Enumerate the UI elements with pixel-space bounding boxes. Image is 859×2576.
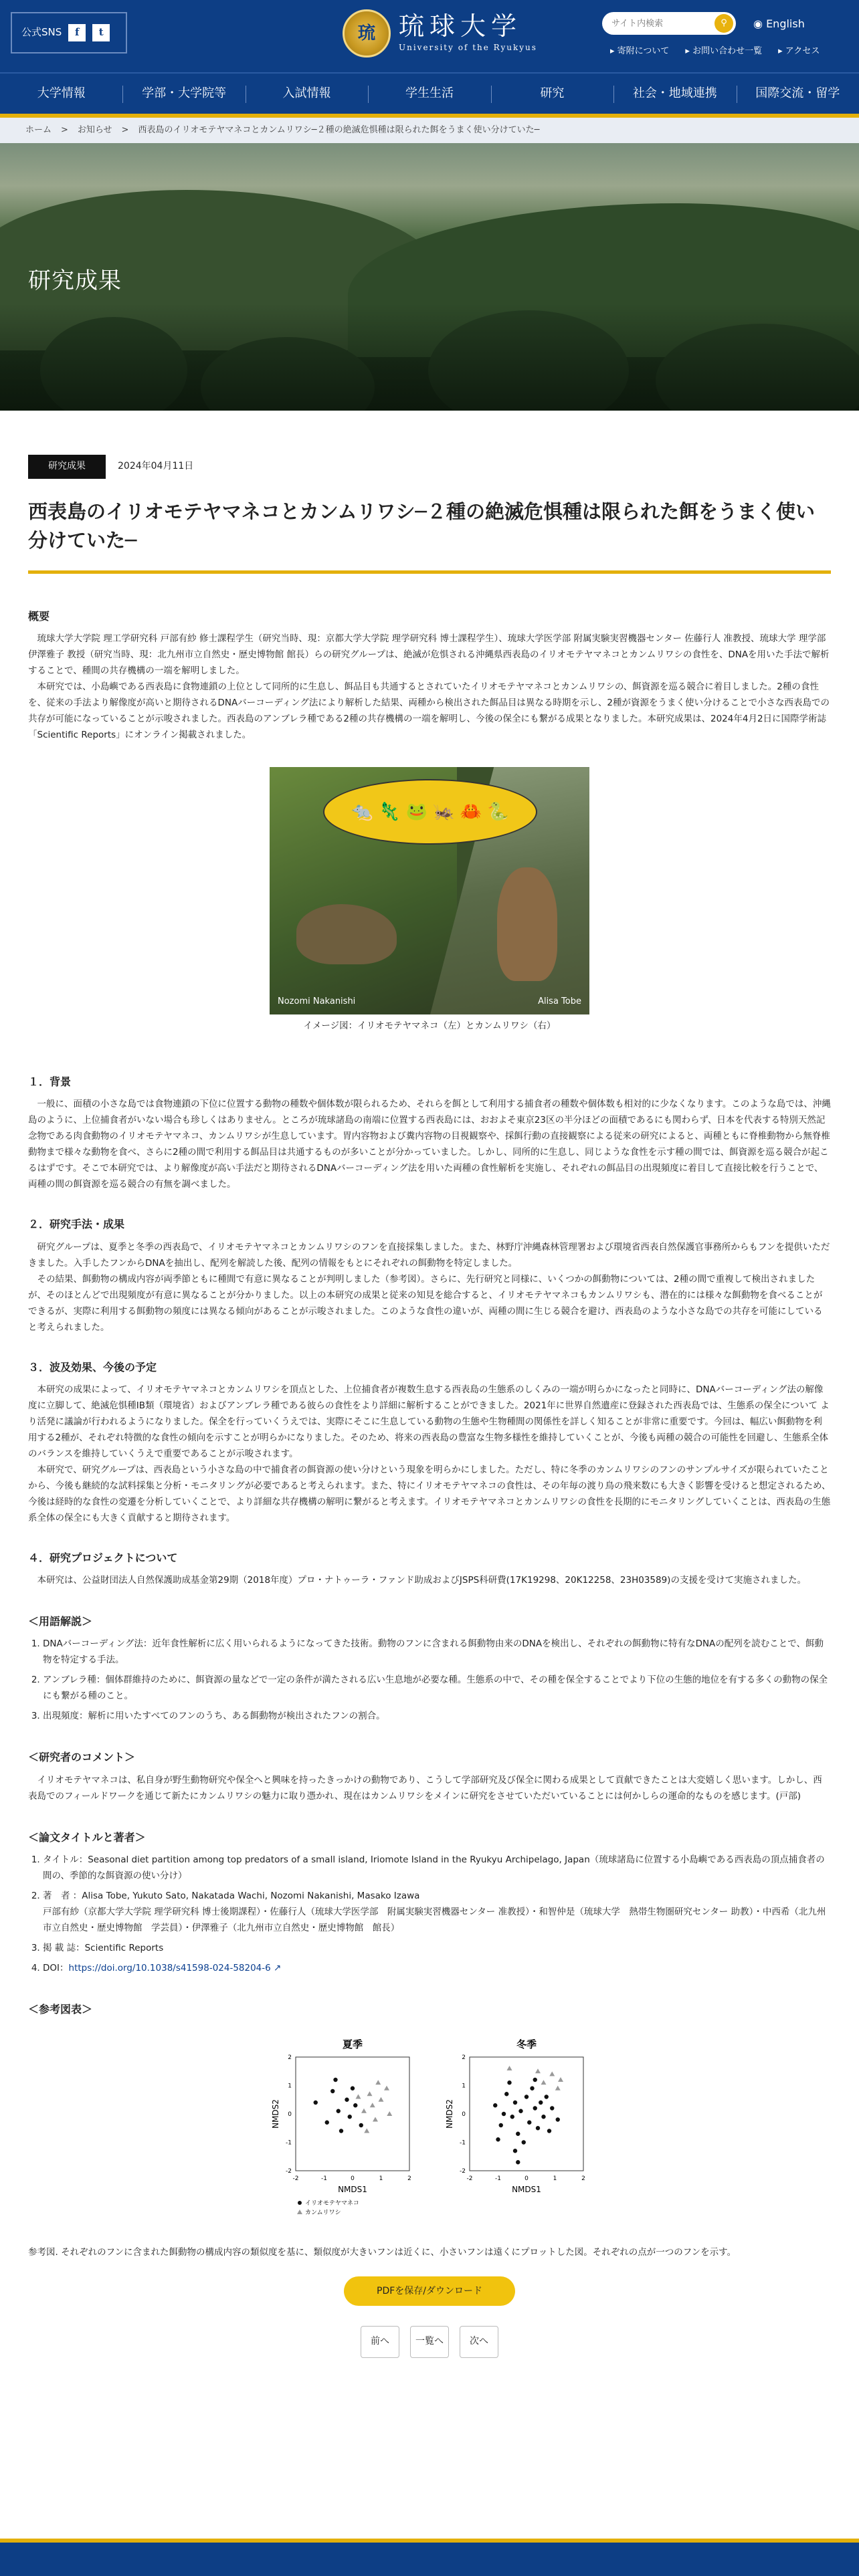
data-point-eagle	[367, 2091, 373, 2096]
data-point-cat	[533, 2078, 537, 2082]
data-point-cat	[516, 2132, 520, 2136]
data-point-cat	[522, 2140, 526, 2144]
y-tick-label: 1	[288, 2082, 292, 2090]
external-link-icon: ↗	[274, 1962, 282, 1973]
illustration-figure	[270, 767, 589, 1014]
section-heading: ３．波及効果、今後の予定	[28, 1360, 157, 1374]
photo-credit: Alisa Tobe	[538, 996, 581, 1006]
data-point-eagle	[549, 2072, 555, 2076]
paragraph: 本研究では、小島嶼である西表島に食物連鎖の上位として同所的に生息し、餌品目も共通するとされていたイリオモテヤマネコとカンムリワシの、餌資源を巡る競合に着目しました。2種の食性を、従来の手法より解像度が高いと期待されるDNAバーコーディング法により解析した結果、両種から検出された餌品目は異なる時期を示し、2種が資源をうまく使い分けることで小さな西表島での共存が可能になっていることが示唆されました。西表島のアンブレラ種である2種の共存機構の一端を解明し、今後の保全にも繋がる成果となりました。本研究成果は、2024年4月2日に国際学術誌「Scientific Reports」にオンライン掲載されました。	[28, 681, 830, 741]
site-logo[interactable]	[343, 9, 537, 58]
section-heading: ＜論文タイトルと著者＞	[28, 1830, 146, 1844]
x-tick-label: -1	[495, 2175, 501, 2183]
data-point-cat	[545, 2095, 549, 2099]
nav-item-university[interactable]: 大学情報	[37, 86, 86, 100]
data-point-eagle	[373, 2117, 378, 2122]
x-tick-label: 0	[524, 2175, 529, 2183]
doi-label: DOI：	[43, 1962, 69, 1973]
data-point-cat	[507, 2080, 511, 2084]
data-point-eagle	[370, 2103, 375, 2107]
university-emblem-icon: 琉	[343, 9, 391, 58]
paragraph: 本研究は、公益財団法人自然保護助成基金第29期（2018年度）プロ・ナトゥーラ・ファンド助成およびJSPS科研費(17K19298、20K12258、23H03589)の支援を受けて実施されました。	[37, 1575, 806, 1586]
section-heading: ＜用語解説＞	[28, 1615, 93, 1628]
article-title: 西表島のイリオモテヤマネコとカンムリワシ─２種の絶滅危惧種は限られた餌をうまく使い分けていた─	[28, 498, 831, 574]
legend-marker-eagle	[297, 2210, 302, 2214]
breadcrumb-separator: >	[61, 124, 68, 135]
crested-serpent-eagle-image	[497, 867, 557, 981]
hero-banner	[0, 143, 859, 411]
nav-item-community[interactable]: 社会・地域連携	[613, 74, 736, 114]
y-tick-label: -2	[460, 2168, 466, 2175]
data-point-cat	[325, 2121, 329, 2125]
chart-title: 夏季	[342, 2038, 363, 2051]
breadcrumb-separator: >	[121, 124, 129, 135]
list-item: 3. 出現頻度：解析に用いたすべてのフンのうち、ある餌動物が検出されたフンの割合。	[43, 1708, 831, 1724]
x-tick-label: -2	[292, 2175, 299, 2183]
util-link-contact[interactable]: ▸ お問い合わせ一覧	[685, 46, 763, 56]
nav-item-faculties[interactable]: 学部・大学院等	[122, 74, 245, 114]
nav-item-admission[interactable]: 入試情報	[246, 74, 368, 114]
data-point-cat	[345, 2098, 349, 2102]
util-link-label: アクセス	[785, 46, 820, 56]
x-tick-label: 1	[553, 2175, 557, 2183]
data-point-cat	[353, 2103, 357, 2107]
plot-frame	[470, 2057, 583, 2171]
section-heading: １．背景	[28, 1075, 72, 1089]
data-point-eagle	[384, 2086, 389, 2090]
y-tick-label: 1	[462, 2082, 466, 2090]
util-link-label: 寄附について	[617, 46, 670, 56]
y-tick-label: -2	[286, 2168, 292, 2175]
plot-frame	[296, 2057, 409, 2171]
data-point-cat	[513, 2149, 517, 2153]
pagination	[28, 2326, 831, 2358]
y-tick-label: 0	[288, 2111, 292, 2119]
section-heading: ＜研究者のコメント＞	[28, 1751, 136, 1764]
data-point-eagle	[555, 2086, 561, 2090]
header	[0, 0, 859, 72]
data-point-eagle	[375, 2080, 381, 2084]
breadcrumb	[0, 118, 859, 143]
breadcrumb-current: 西表島のイリオモテヤマネコとカンムリワシ─２種の絶滅危惧種は限られた餌をうまく使い分けていた─	[138, 124, 540, 135]
category-badge: 研究成果	[28, 455, 106, 479]
footer	[0, 2539, 859, 2576]
legend-label: イリオモテヤマネコ	[305, 2200, 359, 2208]
data-point-eagle	[356, 2095, 361, 2099]
reference-charts	[28, 2034, 831, 2235]
data-point-cat	[314, 2101, 318, 2105]
data-point-eagle	[541, 2080, 547, 2084]
nav-item-research[interactable]: 研究	[491, 74, 613, 114]
data-point-eagle	[361, 2109, 367, 2113]
y-tick-label: 2	[288, 2054, 292, 2062]
x-axis-label: NMDS1	[338, 2185, 367, 2195]
x-tick-label: 2	[581, 2175, 585, 2183]
site-title-en: University of the Ryukyus	[399, 42, 537, 52]
publish-date: 2024年04月11日	[118, 461, 194, 471]
breadcrumb-news[interactable]: お知らせ	[77, 124, 112, 135]
twitter-icon[interactable]: t	[92, 24, 110, 41]
english-link[interactable]	[753, 15, 805, 33]
nmds-winter-chart	[443, 2034, 590, 2235]
sns-label: 公式SNS	[21, 26, 62, 39]
data-point-cat	[550, 2106, 554, 2110]
x-tick-label: 0	[351, 2175, 355, 2183]
data-point-cat	[530, 2086, 534, 2090]
paragraph: イリオモテヤマネコは、私自身が野生動物研究や保全へと興味を持ったきっかけの動物であり、こうして学部研究及び保全に関わる成果として貢献できたことは大変嬉しく思います。しかし、西表島でのフィールドワークを通じて新たにカンムリワシの魅力に取り憑かれ、現在はカンムリワシをメインに研究をさせていただいていることには何かしらの運命的なものを感じます。(戸部)	[28, 1774, 822, 1802]
data-point-cat	[533, 2106, 537, 2110]
article	[0, 411, 859, 2358]
data-point-eagle	[379, 2097, 384, 2102]
data-point-cat	[516, 2160, 520, 2164]
globe-icon: ◉	[753, 17, 763, 30]
util-link-access[interactable]: ▸ アクセス	[778, 46, 820, 56]
y-tick-label: 0	[462, 2111, 466, 2119]
data-point-cat	[547, 2129, 551, 2133]
data-point-cat	[539, 2101, 543, 2105]
data-point-cat	[536, 2126, 540, 2130]
section-heading: ２．研究手法・成果	[28, 1218, 125, 1231]
paragraph: その結果、餌動物の構成内容が両季節ともに種間で有意に異なることが判明しました（参考図）。さらに、先行研究と同様に、いくつかの餌動物については、2種の間で重複して検出されましたが、そのほとんどで出現頻度が有意に異なることが分かりました。以上の本研究の成果と従来の知見を総合すると、イリオモテヤマネコもカンムリワシも、潜在的には様々な餌動物を食べることができるが、実際に利用する餌動物の頻度には異なる傾向があることが示唆されました。このような食性の違いが、両種の間に生じる競合を避け、西表島のような小さな島での共存を可能にしていると考えられました。	[28, 1273, 823, 1333]
prey-bubble: 🐀 🦎 🐸 🦗 🦀 🐍	[323, 779, 537, 845]
english-label: English	[766, 17, 805, 30]
search-box	[602, 12, 736, 35]
list-item: 3. 掲 載 誌：Scientific Reports	[43, 1940, 831, 1956]
data-point-cat	[541, 2115, 545, 2119]
data-point-eagle	[535, 2068, 541, 2073]
y-tick-label: -1	[286, 2139, 292, 2147]
data-point-cat	[330, 2089, 335, 2093]
data-point-cat	[339, 2129, 343, 2133]
y-axis-label: NMDS2	[271, 2099, 280, 2129]
data-point-cat	[493, 2103, 497, 2107]
data-point-cat	[333, 2078, 337, 2082]
legend-label: カンムリワシ	[305, 2210, 341, 2217]
nmds-summer-chart	[269, 2034, 416, 2235]
data-point-cat	[510, 2115, 514, 2119]
y-tick-label: -1	[460, 2139, 466, 2147]
data-point-cat	[524, 2095, 529, 2099]
util-link-label: お問い合わせ一覧	[692, 46, 763, 56]
section-heading: ＜参考図表＞	[28, 2002, 93, 2016]
x-tick-label: -2	[466, 2175, 473, 2183]
data-point-cat	[504, 2092, 508, 2096]
facebook-icon[interactable]: f	[68, 24, 86, 41]
next-button[interactable]: 次へ	[460, 2326, 498, 2358]
search-icon[interactable]: ⚲	[714, 14, 733, 33]
prev-button[interactable]: 前へ	[361, 2326, 399, 2358]
data-point-cat	[513, 2101, 517, 2105]
data-point-cat	[518, 2109, 522, 2113]
data-point-cat	[348, 2115, 352, 2119]
data-point-cat	[527, 2121, 531, 2125]
data-point-cat	[351, 2086, 355, 2090]
data-point-cat	[556, 2117, 560, 2121]
breadcrumb-home[interactable]: ホーム	[25, 124, 52, 135]
photo-credit: Nozomi Nakanishi	[278, 996, 356, 1006]
data-point-cat	[499, 2123, 503, 2127]
paragraph: 本研究で、研究グループは、西表島という小さな島の中で捕食者の餌資源の使い分けという現象を明らかにしました。ただし、特に冬季のカンムリワシのフンのサンプルサイズが限られていたことから、今後も継続的な試料採集と分析・モニタリングが必要であると考えられます。また、特にイリオモテヤマネコの食性は、その年毎の渡り鳥の飛来数にも大きく影響を受けると想定されるため、今後は経時的な食性の変遷を分析していくことで、より詳細な共存機構の解明に繋がると考えます。イリオモテヤマネコとカンムリワシの食性を長期的にモニタリングしていくことは、西表島の生態系全体の保全にも大きく貢献すると期待されます。	[28, 1464, 831, 1523]
chart-title: 冬季	[516, 2038, 537, 2051]
paragraph: 研究グループは、夏季と冬季の西表島で、イリオモテヤマネコとカンムリワシのフンを直接採集しました。また、林野庁沖縄森林管理署および環境省西表自然保護官事務所からもフンを提供いただきました。入手したフンからDNAを抽出し、配列を解読した後、配列の情報をもとにそれぞれの餌動物を特定しました。	[28, 1241, 830, 1269]
list-button[interactable]: 一覧へ	[410, 2326, 449, 2358]
search-input[interactable]	[611, 19, 712, 29]
global-nav	[0, 72, 859, 118]
data-point-eagle	[507, 2066, 512, 2070]
util-link-donation[interactable]: ▸ 寄附について	[610, 46, 670, 56]
pdf-download-button[interactable]: PDFを保存/ダウンロード	[344, 2276, 515, 2306]
list-item: 1. DNAバーコーディング法：近年食性解析に広く用いられるようになってきた技術。動物のフンに含まれる餌動物由来のDNAを検出し、それぞれの餌動物に特有なDNAの配列を読むことで、餌動物を特定する手法。	[43, 1636, 831, 1668]
site-title-jp: 琉球大学	[399, 11, 522, 41]
data-point-cat	[359, 2123, 363, 2127]
data-point-cat	[496, 2137, 500, 2141]
data-point-cat	[337, 2109, 341, 2113]
glossary-list	[43, 1636, 831, 1724]
paper-info-list	[43, 1852, 831, 1976]
hero-title: 研究成果	[28, 267, 122, 294]
x-tick-label: -1	[321, 2175, 327, 2183]
section-heading: ４．研究プロジェクトについて	[28, 1551, 178, 1564]
x-axis-label: NMDS1	[512, 2185, 541, 2195]
section-heading: 概要	[28, 609, 50, 623]
x-tick-label: 1	[379, 2175, 383, 2183]
chart-caption: 参考図. それぞれのフンに含まれた餌動物の構成内容の類似度を基に、類似度が大きいフンは近くに、小さいフンは遠くにプロットした図。それぞれの点が一つのフンを示す。	[28, 2247, 737, 2258]
data-point-cat	[502, 2112, 506, 2116]
doi-link[interactable]: https://doi.org/10.1038/s41598-024-58204-6	[68, 1962, 271, 1973]
data-point-eagle	[387, 2111, 392, 2116]
x-tick-label: 2	[407, 2175, 411, 2183]
paragraph: 琉球大学大学院 理工学研究科 戸部有紗 修士課程学生（研究当時、現：京都大学大学院 理学研究科 博士課程学生）、琉球大学医学部 附属実験実習機器センター 佐藤行人 准教授、琉球大学 理学部 伊澤雅子 教授（研究当時、現：北九州市立自然史・歴史博物館 館長）らの研究グループは、絶滅が危惧される沖縄県西表島のイリオモテヤマネコとカンムリワシの食性を、DNAを用いた手法で解析することで、種間の共存機構の一端を解明しました。	[28, 633, 830, 677]
y-axis-label: NMDS2	[445, 2099, 454, 2129]
legend-marker-cat	[298, 2201, 302, 2205]
list-item: 2. アンブレラ種：個体群維持のために、餌資源の量などで一定の条件が満たされる広い生息地が必要な種。生態系の中で、その種を保全することでより下位の生態的地位を有する多くの動物の保全にも繋がる種のこと。	[43, 1672, 831, 1704]
y-tick-label: 2	[462, 2054, 466, 2062]
paragraph: 一般に、面積の小さな島では食物連鎖の下位に位置する動物の種数や個体数が限られるため、それらを餌として利用する捕食者の種数や個体数も相対的に少なくなります。このような島では、沖縄島のように、上位捕食者がいない場合も珍しくはありません。ところが琉球諸島の南端に位置する西表島には、おおよそ東京23区の半分ほどの面積であるにも関わらず、日本を代表する特別天然記念物である肉食動物のイリオモテヤマネコ、カンムリワシが生息しています。胃内容物および糞内容物の目視観察や、採餌行動の直接観察による従来の研究によると、両種ともに脊椎動物から無脊椎動物まで様々な動物を食べ、さらに2種の間で利用する餌品目は共通するものが多いことが分かっていました。しかし、同所的に生息し、同じような食性を示す種の間では、餌資源を巡る競合が起こるはずです。そこで本研究では、より解像度が高い手法だと期待されるDNAバーコーディング法を用いた両種の食性解析を実施し、それぞれの餌品目の出現頻度に着目して直接比較を行うことで、両種の間の餌資源を巡る競合の有無を調べました。	[28, 1099, 831, 1190]
list-item: 2. 著 者 ：Alisa Tobe, Yukuto Sato, Nakatada Wachi, Nozomi Nakanishi, Masako Izawa 戸部有紗（京都大学大学院 理学研究科 博士後期課程）・佐藤行人（琉球大学医学部 附属実験実習機器センター 准教授）・和智仲是（琉球大学 熱帯生物圏研究センター 助教）・中西希（北九州市立自然史・歴史博物館 学芸員）・伊澤雅子（北九州市立自然史・歴史博物館 館長）	[43, 1888, 831, 1936]
utility-links	[610, 44, 820, 59]
list-item	[43, 1960, 831, 1976]
list-item: 1. タイトル：Seasonal diet partition among top predators of a small island, Iriomote Island in the Ryukyu Archipelago, Japan（琉球諸島に位置する小島嶼である西表島の頂点捕食者の間の、季節的な餌資源の使い分け）	[43, 1852, 831, 1884]
data-point-eagle	[364, 2129, 369, 2133]
nav-item-international[interactable]: 国際交流・留学	[737, 74, 859, 114]
data-point-eagle	[558, 2077, 563, 2082]
nav-item-student-life[interactable]: 学生生活	[368, 74, 490, 114]
figure-caption: イメージ図：イリオモテヤマネコ（左）とカンムリワシ（右）	[303, 1021, 556, 1032]
sns-box	[11, 12, 127, 53]
paragraph: 本研究の成果によって、イリオモテヤマネコとカンムリワシを頂点とした、上位捕食者が複数生息する西表島の生態系のしくみの一端が明らかになったと同時に、DNAバーコーディング法の解像度に立脚して、絶滅危惧種IB類（環境省）およびアンブレラ種である彼らの食性をより詳細に解析することができました。2021年に世界自然遺産に登録された西表島では、生態系の保全について より活発に議論が行われるようになりました。保全を行っていくうえでは、実際にそこに生息している動物の生態や生物種間の関係性を詳しく知ることが非常に重要です。今回は、幅広い餌動物を利用する2種が、それぞれ特徴的な食性の傾向を示すことが明らかになりました。そのため、将来の西表島の豊富な生物多様性を維持していくことが、今後も両種の競合の可能性を回避し、生態系全体のバランスを維持していくうえで重要であることが示唆されます。	[28, 1384, 830, 1459]
